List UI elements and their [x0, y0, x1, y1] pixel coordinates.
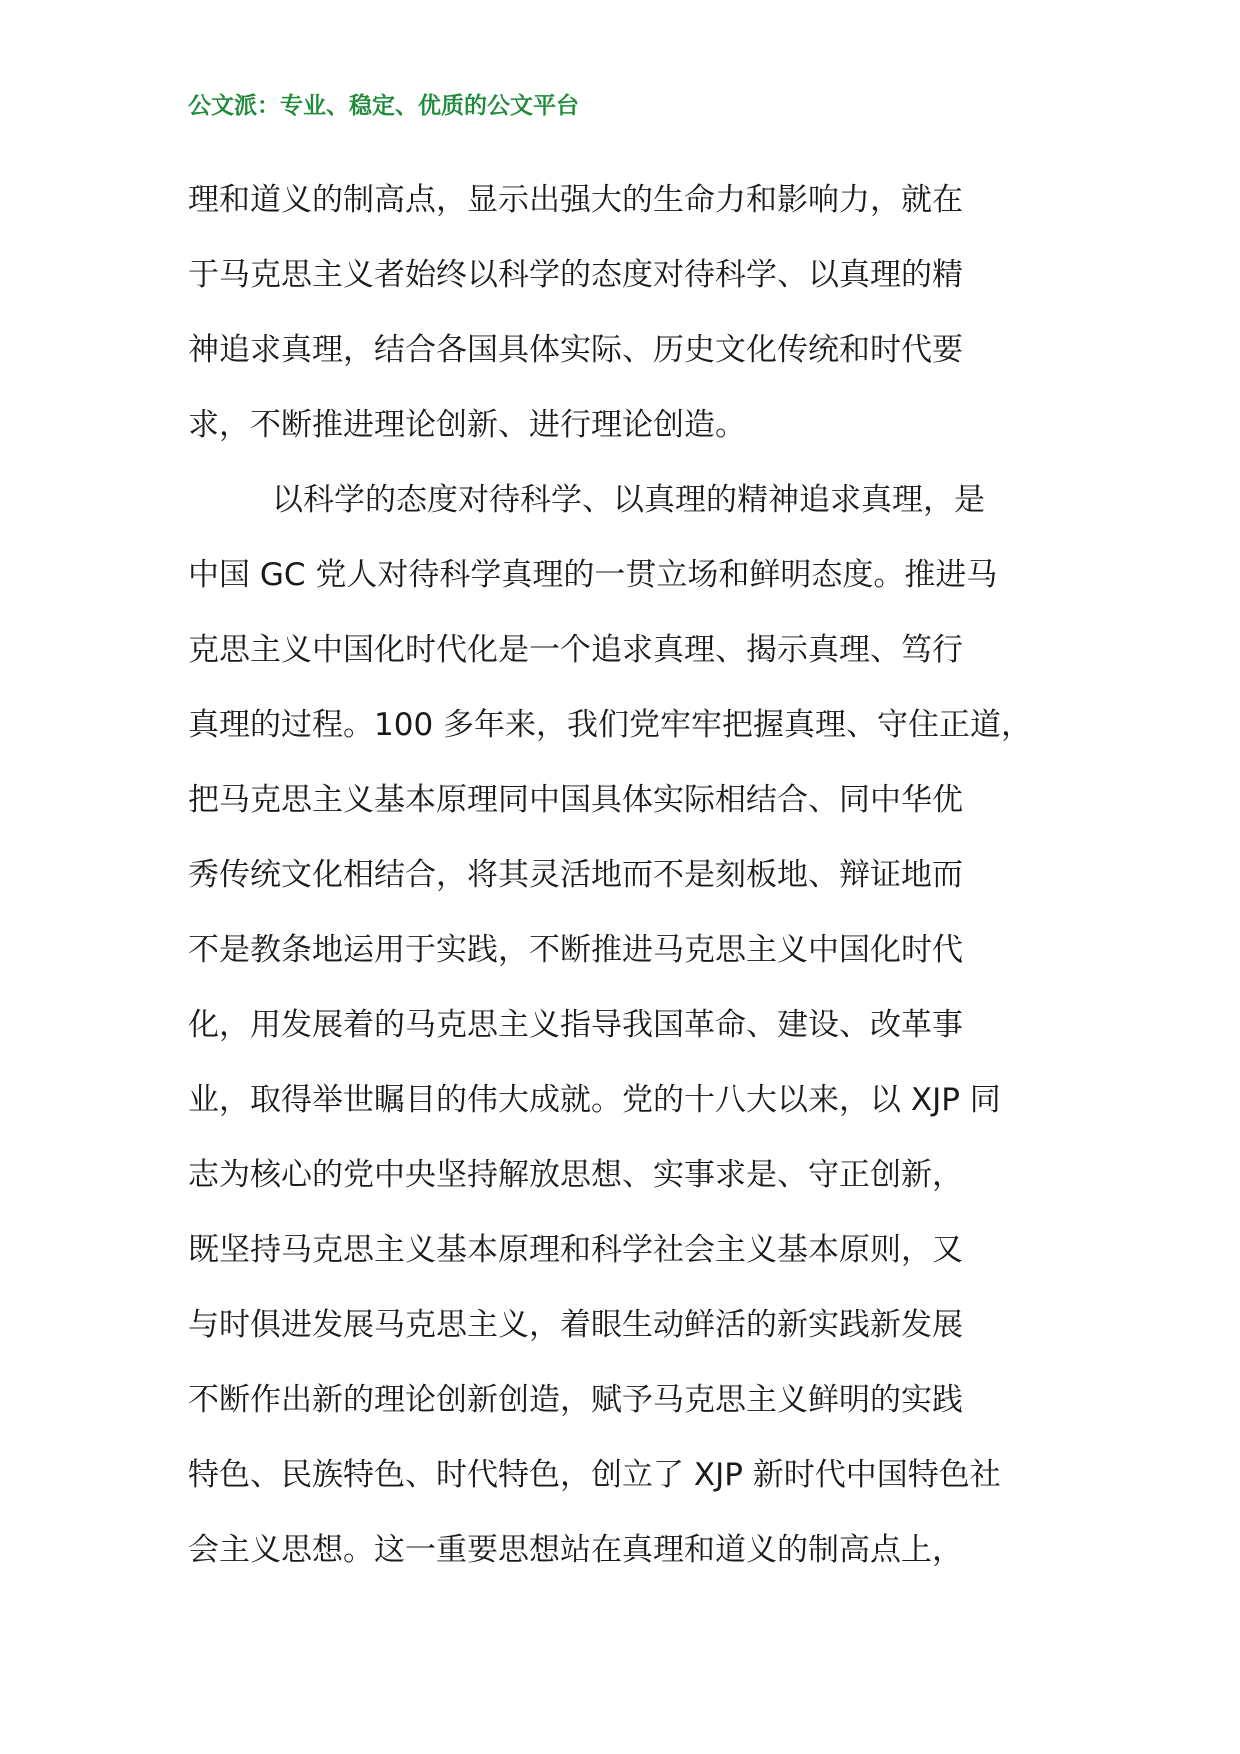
- text-line: 理和道义的制高点，显示出强大的生命力和影响力，就在: [188, 182, 963, 218]
- text-line: 于马克思主义者始终以科学的态度对待科学、以真理的精: [188, 257, 963, 293]
- text-line: 会主义思想。这一重要思想站在真理和道义的制高点上，: [188, 1532, 963, 1568]
- text-line: 以科学的态度对待科学、以真理的精神追求真理，是: [272, 482, 985, 518]
- text-line: 不断作出新的理论创新创造，赋予马克思主义鲜明的实践: [188, 1382, 963, 1418]
- text-line: 业，取得举世瞩目的伟大成就。党的十八大以来，以 XJP 同: [188, 1082, 1001, 1118]
- text-line: 秀传统文化相结合，将其灵活地而不是刻板地、辩证地而: [188, 857, 963, 893]
- text-line: 求，不断推进理论创新、进行理论创造。: [188, 407, 746, 443]
- paragraph-1: [188, 163, 1088, 463]
- document-body: [188, 163, 1088, 1588]
- text-line: 神追求真理，结合各国具体实际、历史文化传统和时代要: [188, 332, 963, 368]
- text-line: 特色、民族特色、时代特色，创立了 XJP 新时代中国特色社: [188, 1457, 1001, 1493]
- text-line: 化，用发展着的马克思主义指导我国革命、建设、改革事: [188, 1007, 963, 1043]
- text-line: 既坚持马克思主义基本原理和科学社会主义基本原则，又: [188, 1232, 963, 1268]
- text-line: 克思主义中国化时代化是一个追求真理、揭示真理、笃行: [188, 632, 963, 668]
- text-line: 志为核心的党中央坚持解放思想、实事求是、守正创新，: [188, 1157, 963, 1193]
- site-header: 公文派：专业、稳定、优质的公文平台: [188, 93, 579, 119]
- paragraph-2: [188, 463, 1088, 1588]
- text-line: 不是教条地运用于实践，不断推进马克思主义中国化时代: [188, 932, 963, 968]
- text-line: 中国 GC 党人对待科学真理的一贯立场和鲜明态度。推进马: [188, 557, 998, 593]
- text-line: 与时俱进发展马克思主义，着眼生动鲜活的新实践新发展: [188, 1307, 963, 1343]
- text-line: 把马克思主义基本原理同中国具体实际相结合、同中华优: [188, 782, 963, 818]
- text-line: 真理的过程。100 多年来，我们党牢牢把握真理、守住正道，: [188, 707, 1033, 743]
